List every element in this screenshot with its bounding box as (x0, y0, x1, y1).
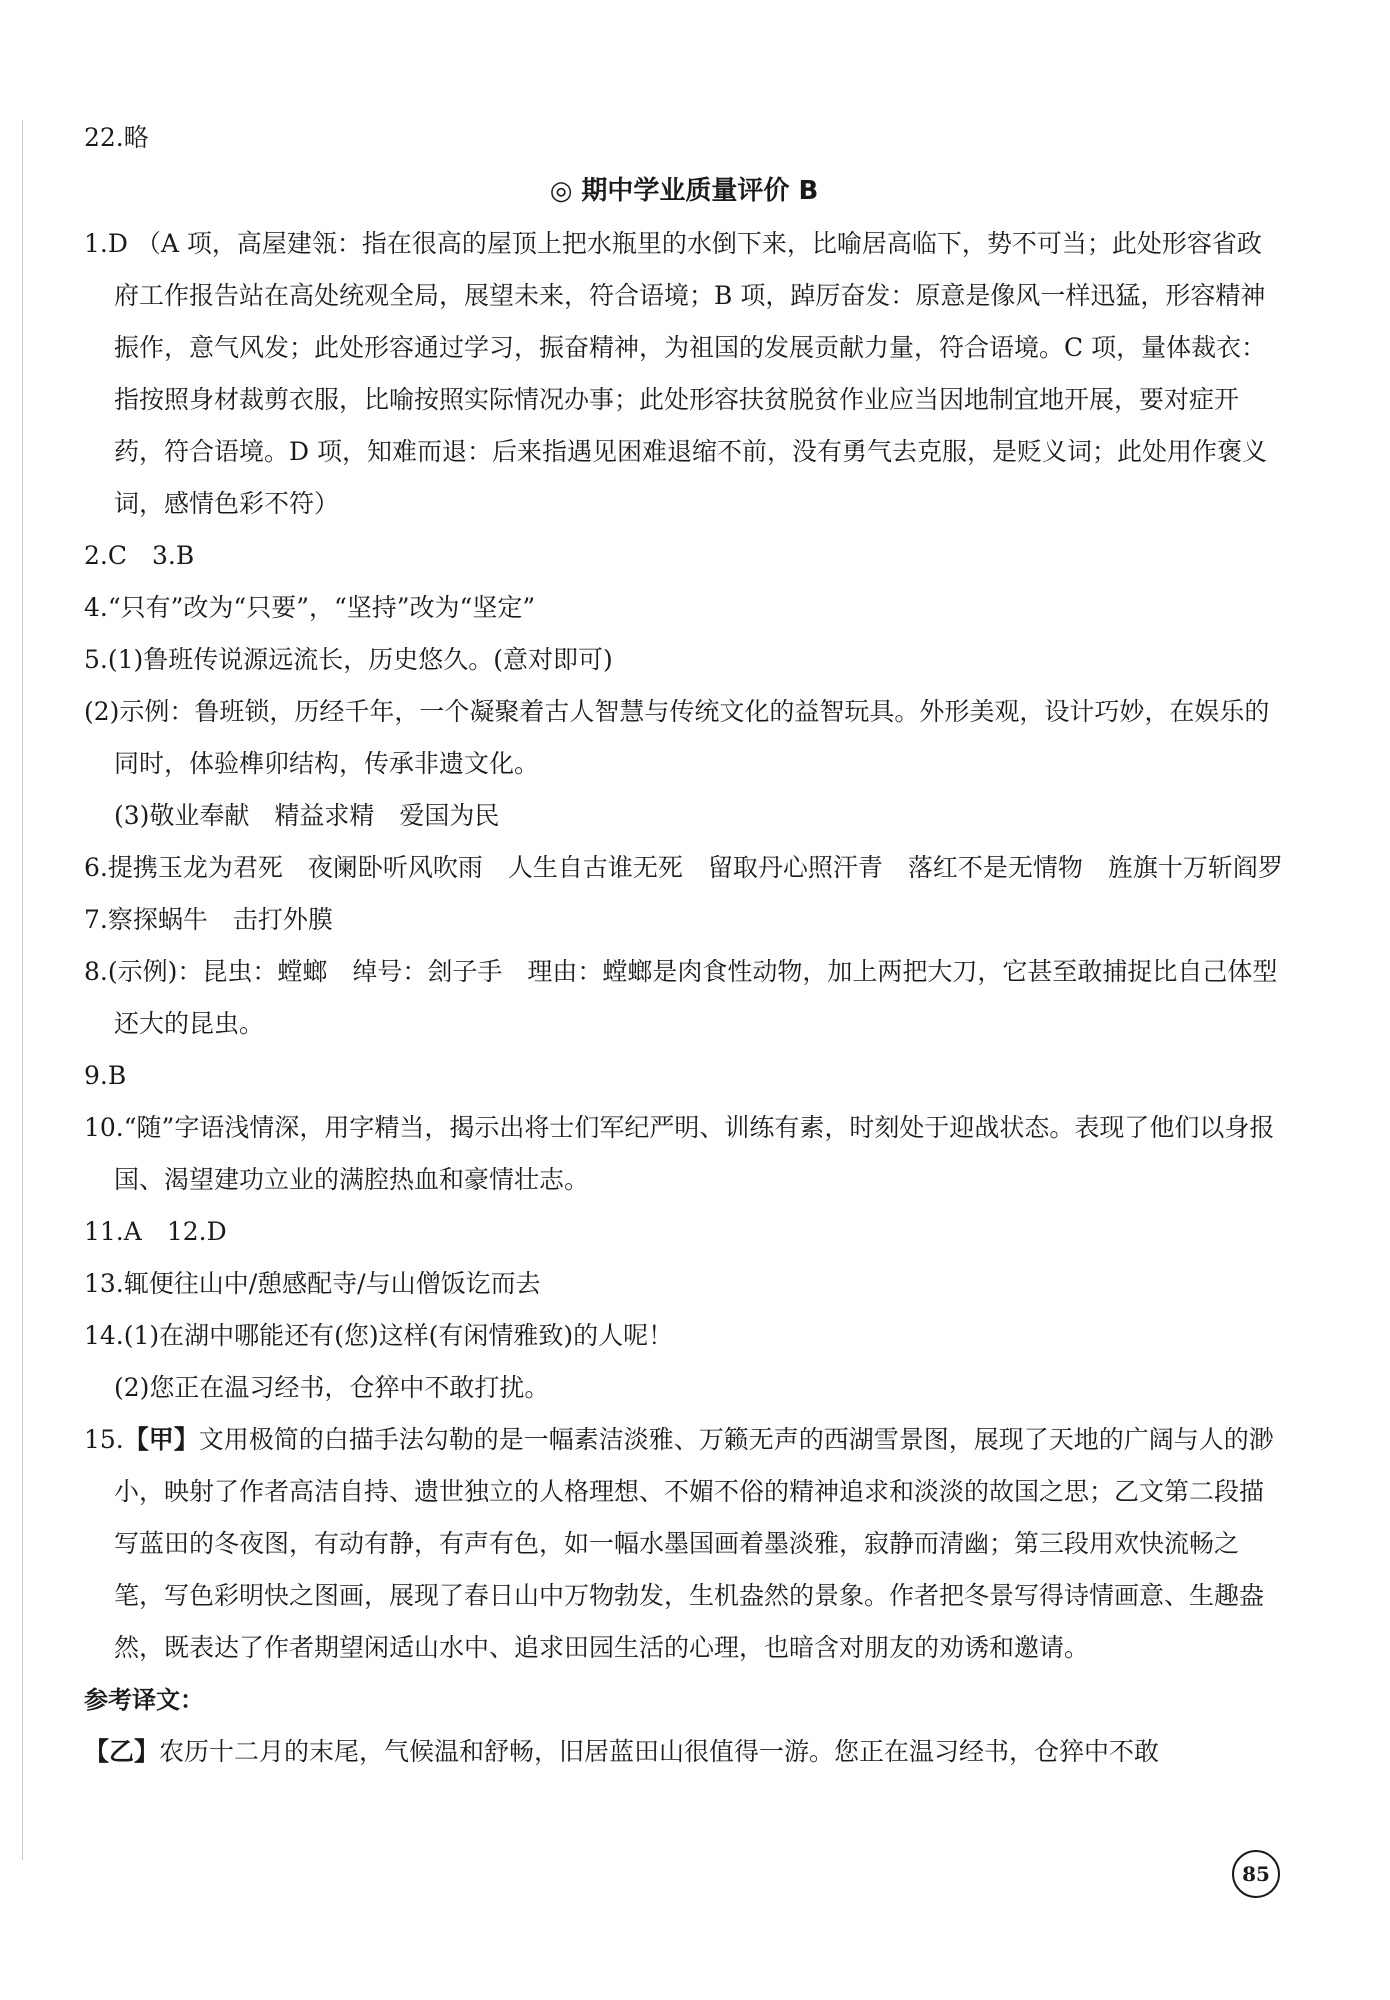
reference-bracket: 【乙】 (84, 1737, 160, 1766)
answer-5-3: (3)敬业奉献 精益求精 爱国为民 (114, 801, 500, 830)
answer-13: 13.辄便往山中/憩感配寺/与山僧饭讫而去 (84, 1269, 541, 1298)
reference-text: 农历十二月的末尾，气候温和舒畅，旧居蓝田山很值得一游。您正在温习经书，仓猝中不敢 (159, 1737, 1160, 1766)
answer-6: 6.提携玉龙为君死 夜阑卧听风吹雨 人生自古谁无死 留取丹心照汗青 落红不是无情物 旌旗十万斩阎罗 (84, 853, 1283, 882)
answer-14-1: 14.(1)在湖中哪能还有(您)这样(有闲情雅致)的人呢！ (84, 1321, 674, 1350)
answer-15 (84, 1414, 1284, 1674)
answer-9: 9.B (84, 1061, 127, 1090)
answer-7: 7.察探蜗牛 击打外膜 (84, 905, 333, 934)
answer-22: 22.略 (84, 123, 149, 152)
answer-10: 10.“随”字语浅情深，用字精当，揭示出将士们军纪严明、训练有素，时刻处于迎战状态。表现了他们以身报国、渴望建功立业的满腔热血和豪情壮志。 (84, 1113, 1275, 1194)
reference-title: 参考译文： (84, 1686, 204, 1714)
answer-1: 1.D （A 项，高屋建瓴：指在很高的屋顶上把水瓶里的水倒下来，比喻居高临下，势不可当；此处形容省政府工作报告站在高处统观全局，展望未来，符合语境；B 项，踔厉奋发：原意是像风一样迅猛，形容精神振作，意气风发；此处形容通过学习，振奋精神，为祖国的发展贡献力量，符合语境。C 项，量体裁衣：指按照身材裁剪衣服，比喻按照实际情况办事；此处形容扶贫脱贫作业应当因地制宜地开展，要对症开药，符合语境。D 项，知难而退：后来指遇见困难退缩不前，没有勇气去克服，是贬义词；此处用作褒义词，感情色彩不符） (84, 229, 1267, 518)
margin-rule (22, 120, 23, 1860)
reference-paragraph (84, 1726, 1284, 1778)
answer-14-2: (2)您正在温习经书，仓猝中不敢打扰。 (114, 1373, 550, 1402)
answer-15-number: 15. (84, 1425, 124, 1454)
answer-page (84, 112, 1284, 1778)
answer-15-text: 文用极简的白描手法勾勒的是一幅素洁淡雅、万籁无声的西湖雪景图，展现了天地的广阔与人的渺小，映射了作者高洁自持、遗世独立的人格理想、不媚不俗的精神追求和淡淡的故国之思；乙文第二段描写蓝田的冬夜图，有动有静，有声有色，如一幅水墨国画着墨淡雅，寂静而清幽；第三段用欢快流畅之笔，写色彩明快之图画，展现了春日山中万物勃发，生机盎然的景象。作者把冬景写得诗情画意、生趣盎然，既表达了作者期望闲适山水中、追求田园生活的心理，也暗含对朋友的劝诱和邀请。 (114, 1425, 1274, 1662)
answer-15-bracket: 【甲】 (123, 1425, 199, 1454)
answer-11-12: 11.A 12.D (84, 1217, 227, 1246)
answer-5-1: 5.(1)鲁班传说源远流长，历史悠久。(意对即可) (84, 645, 613, 674)
answer-5-2: (2)示例：鲁班锁，历经千年，一个凝聚着古人智慧与传统文化的益智玩具。外形美观，设计巧妙，在娱乐的同时，体验榫卯结构，传承非遗文化。 (84, 697, 1270, 778)
page-number: 85 (1232, 1850, 1280, 1898)
answer-4: 4.“只有”改为“只要”，“坚持”改为“坚定” (84, 593, 536, 622)
answer-2-3: 2.C 3.B (84, 541, 195, 570)
section-title: ◎ 期中学业质量评价 B (549, 176, 819, 206)
answer-8: 8.(示例)：昆虫：螳螂 绰号：刽子手 理由：螳螂是肉食性动物，加上两把大刀，它甚至敢捕捉比自己体型还大的昆虫。 (84, 957, 1278, 1038)
